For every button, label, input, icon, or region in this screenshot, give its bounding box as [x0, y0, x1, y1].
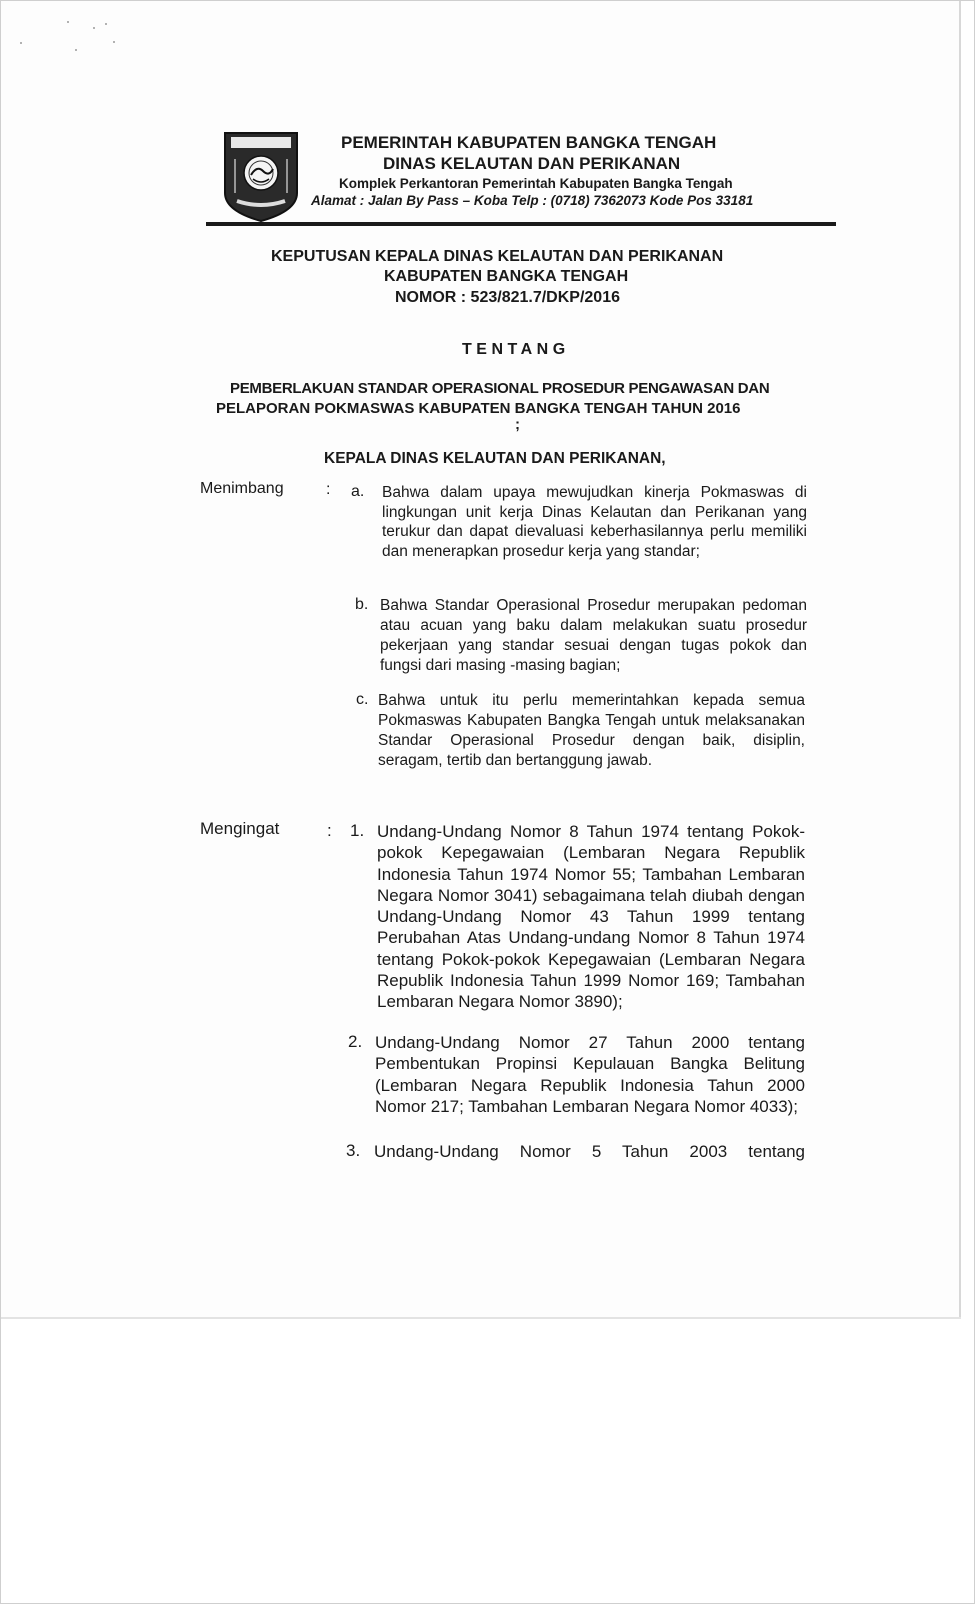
scan-specks [15, 15, 135, 65]
scanned-document [1, 1, 961, 1319]
mengingat-colon: : [327, 821, 332, 840]
mengingat-1-text: Undang-Undang Nomor 8 Tahun 1974 tentang Pokok-pokok Kepegawaian (Lembaran Negara Republik Indonesia Tahun 1974 Nomor 55; Tambahan Lembaran Negara Nomor 3041) sebagaimana telah diubah dengan Undang-Undang Nomor 43 Tahun 1999 tentang Perubahan Atas Undang-undang Nomor 8 Tahun 1974 tentang Pokok-pokok Kepegawaian (Lembaran Negara Republik Indonesia Tahun 1999 Nomor 169; Tambahan Lembaran Negara Nomor 3890); [377, 822, 805, 1012]
menimbang-b-text: Bahwa Standar Operasional Prosedur merupakan pedoman atau acuan yang baku dalam melakukan suatu prosedur pekerjaan yang standar sesuai dengan tugas pokok dan fungsi dari masing -masing bagian; [380, 597, 807, 674]
menimbang-c-text: Bahwa untuk itu perlu memerintahkan kepada semua Pokmaswas Kabupaten Bangka Tengah untuk melaksanakan Standar Operasional Prosedur dengan baik, disiplin, seragam, tertib dan bertanggung jawab. [378, 692, 805, 769]
mengingat-1-marker: 1. [350, 821, 365, 840]
menimbang-a-marker: a. [351, 483, 365, 500]
decision-title-line1: KEPUTUSAN KEPALA DINAS KELAUTAN DAN PERIKANAN [271, 248, 724, 265]
mengingat-label: Mengingat [200, 819, 280, 838]
regency-crest-logo [223, 131, 299, 223]
menimbang-c-marker: c. [356, 691, 369, 708]
mengingat-3-marker: 3. [346, 1141, 361, 1160]
tentang-heading: TENTANG [462, 341, 570, 358]
mengingat-2-marker: 2. [348, 1032, 363, 1051]
subject-line2: PELAPORAN POKMASWAS KABUPATEN BANGKA TENGAH TAHUN 2016 [216, 400, 741, 417]
menimbang-a-text: Bahwa dalam upaya mewujudkan kinerja Pokmaswas di lingkungan unit kerja Dinas Kelautan dan Perikanan yang terukur dan dapat dievaluasi keberhasilannya perlu memiliki dan menerapkan prosedur kerja yang standar; [382, 484, 807, 560]
mengingat-3-text: Undang-Undang Nomor 5 Tahun 2003 tentang [374, 1142, 805, 1161]
letterhead-department: DINAS KELAUTAN DAN PERIKANAN [383, 154, 681, 173]
subject-terminator: ; [515, 416, 520, 433]
menimbang-label: Menimbang [200, 480, 284, 497]
subject-line1: PEMBERLAKUAN STANDAR OPERASIONAL PROSEDUR PENGAWASAN DAN [230, 380, 770, 397]
official-title: KEPALA DINAS KELAUTAN DAN PERIKANAN, [324, 450, 666, 467]
menimbang-b-marker: b. [355, 596, 369, 613]
decision-number: NOMOR : 523/821.7/DKP/2016 [395, 289, 620, 306]
mengingat-2-text: Undang-Undang Nomor 27 Tahun 2000 tentang Pembentukan Propinsi Kepulauan Bangka Belitung (Lembaran Negara Republik Indonesia Tahun 2000 Nomor 217; Tambahan Lembaran Negara Nomor 4033); [375, 1033, 805, 1116]
letterhead-divider [206, 222, 836, 226]
scan-bottom-edge [1, 1317, 961, 1319]
scan-right-edge [959, 1, 961, 1319]
letterhead-complex: Komplek Perkantoran Pemerintah Kabupaten Bangka Tengah [339, 176, 733, 191]
menimbang-colon: : [326, 481, 331, 498]
letterhead-government: PEMERINTAH KABUPATEN BANGKA TENGAH [341, 133, 717, 152]
decision-title-line2: KABUPATEN BANGKA TENGAH [384, 268, 629, 285]
letterhead-address: Alamat : Jalan By Pass – Koba Telp : (0718) 7362073 Kode Pos 33181 [311, 193, 754, 208]
